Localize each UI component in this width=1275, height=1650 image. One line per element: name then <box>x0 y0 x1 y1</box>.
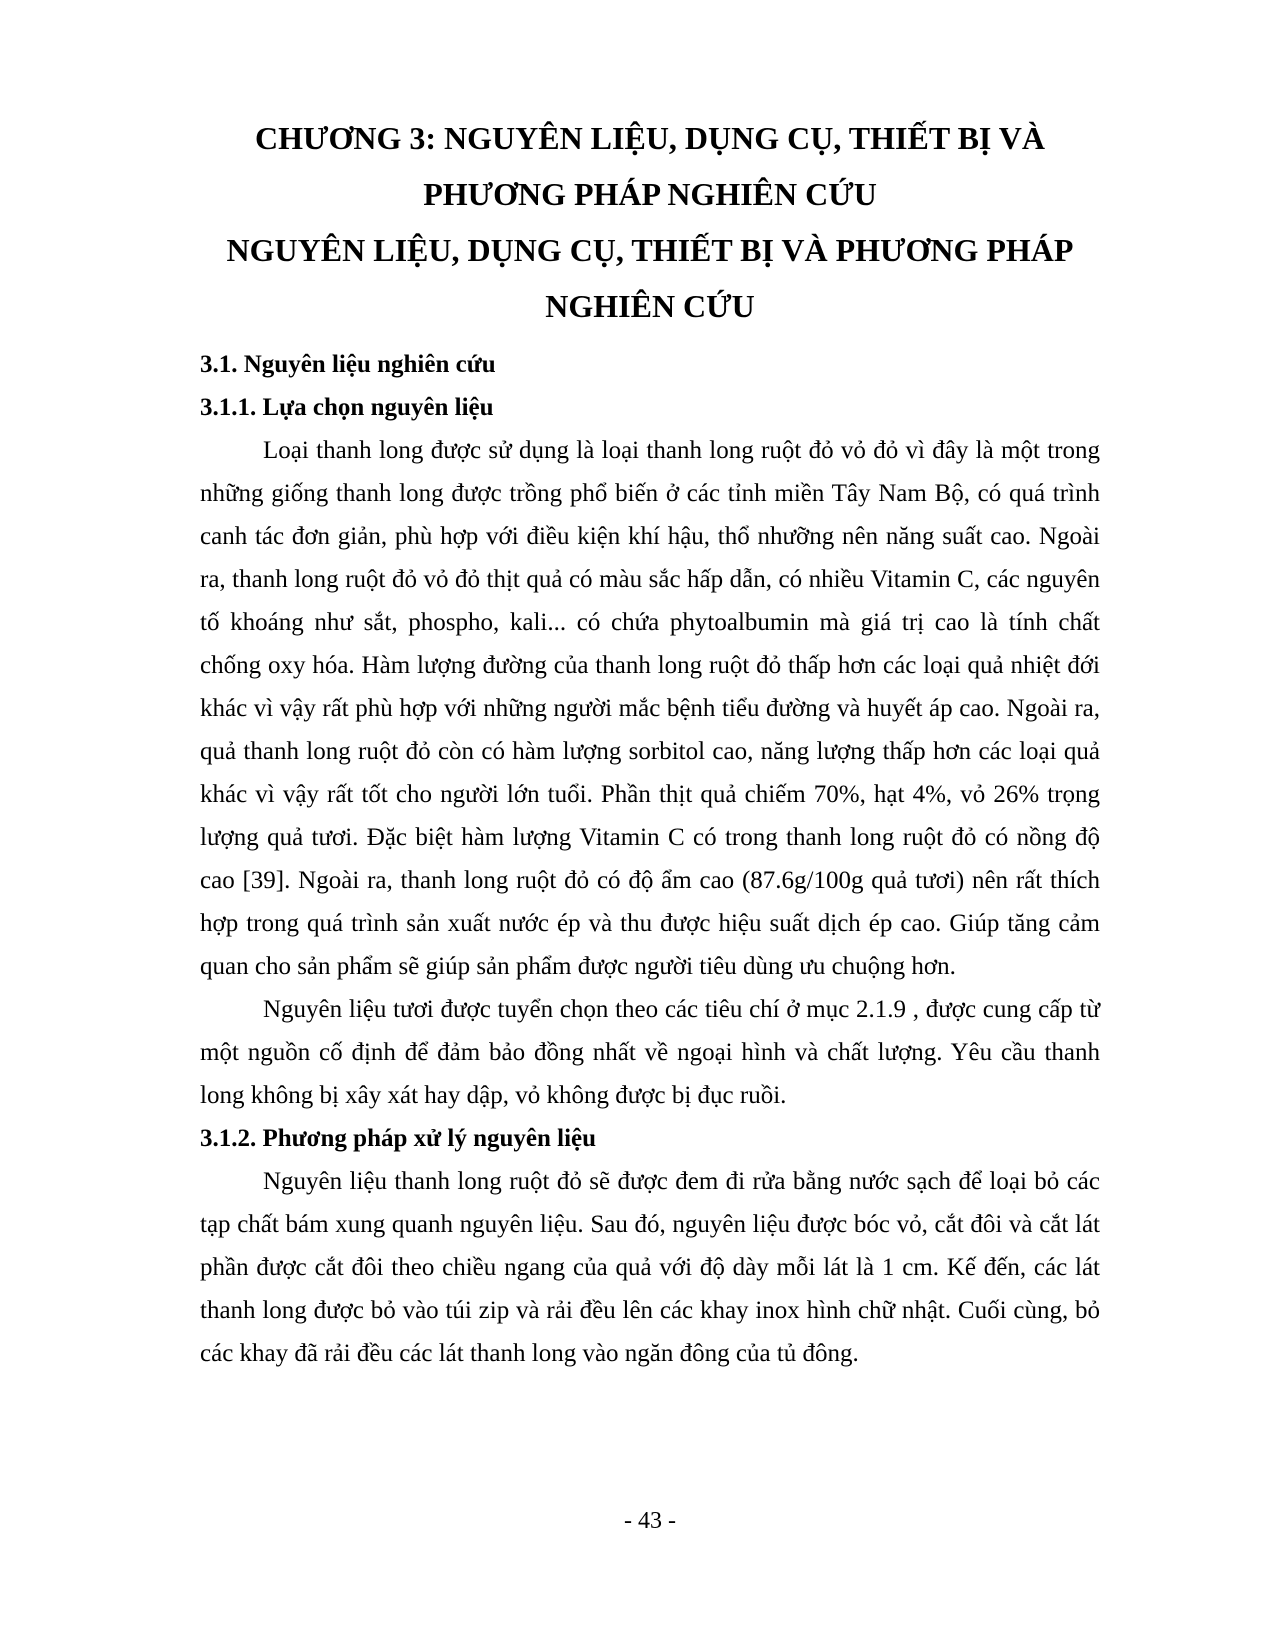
paragraph-material-processing: Nguyên liệu thanh long ruột đỏ sẽ được đem đi rửa bằng nước sạch để loại bỏ các tạp chất bám xung quanh nguyên liệu. Sau đó, nguyên liệu được bóc vỏ, cắt đôi và cắt lát phần được cắt đôi theo chiều ngang của quả với độ dày mỗi lát là 1 cm. Kế đến, các lát thanh long được bỏ vào túi zip và rải đều lên các khay inox hình chữ nhật. Cuối cùng, bỏ các khay đã rải đều các lát thanh long vào ngăn đông của tủ đông. <box>200 1168 1100 1367</box>
chapter-title-line-2: PHƯƠNG PHÁP NGHIÊN CỨU <box>423 176 877 212</box>
section-heading-3-1-2: 3.1.2. Phương pháp xử lý nguyên liệu <box>200 1125 597 1152</box>
chapter-title-line-4: NGHIÊN CỨU <box>545 288 755 324</box>
paragraph-material-sourcing: Nguyên liệu tươi được tuyển chọn theo các tiêu chí ở mục 2.1.9 , được cung cấp từ một nguồn cố định để đảm bảo đồng nhất về ngoại hình và chất lượng. Yêu cầu thanh long không bị xây xát hay dập, vỏ không được bị đục ruồi. <box>200 996 1100 1109</box>
chapter-title <box>200 110 1100 334</box>
paragraph-material-selection: Loại thanh long được sử dụng là loại thanh long ruột đỏ vỏ đỏ vì đây là một trong những giống thanh long được trồng phổ biến ở các tỉnh miền Tây Nam Bộ, có quá trình canh tác đơn giản, phù hợp với điều kiện khí hậu, thổ nhưỡng nên năng suất cao. Ngoài ra, thanh long ruột đỏ vỏ đỏ thịt quả có màu sắc hấp dẫn, có nhiều Vitamin C, các nguyên tố khoáng như sắt, phospho, kali... có chứa phytoalbumin mà giá trị cao là tính chất chống oxy hóa. Hàm lượng đường của thanh long ruột đỏ thấp hơn các loại quả nhiệt đới khác vì vậy rất phù hợp với những người mắc bệnh tiểu đường và huyết áp cao. Ngoài ra, quả thanh long ruột đỏ còn có hàm lượng sorbitol cao, năng lượng thấp hơn các loại quả khác vì vậy rất tốt cho người lớn tuổi. Phần thịt quả chiếm 70%, hạt 4%, vỏ 26% trọng lượng quả tươi. Đặc biệt hàm lượng Vitamin C có trong thanh long ruột đỏ có nồng độ cao [39]. Ngoài ra, thanh long ruột đỏ có độ ẩm cao (87.6g/100g quả tươi) nên rất thích hợp trong quá trình sản xuất nước ép và thu được hiệu suất dịch ép cao. Giúp tăng cảm quan cho sản phẩm sẽ giúp sản phẩm được người tiêu dùng ưu chuộng hơn. <box>200 437 1100 980</box>
document-body <box>200 343 1100 1375</box>
section-heading-3-1-1: 3.1.1. Lựa chọn nguyên liệu <box>200 394 494 421</box>
page-number: - 43 - <box>624 1508 676 1534</box>
section-heading-3-1: 3.1. Nguyên liệu nghiên cứu <box>200 351 496 378</box>
chapter-title-line-3: NGUYÊN LIỆU, DỤNG CỤ, THIẾT BỊ VÀ PHƯƠNG PHÁP <box>226 232 1074 268</box>
chapter-title-line-1: CHƯƠNG 3: NGUYÊN LIỆU, DỤNG CỤ, THIẾT BỊ VÀ <box>254 120 1046 156</box>
